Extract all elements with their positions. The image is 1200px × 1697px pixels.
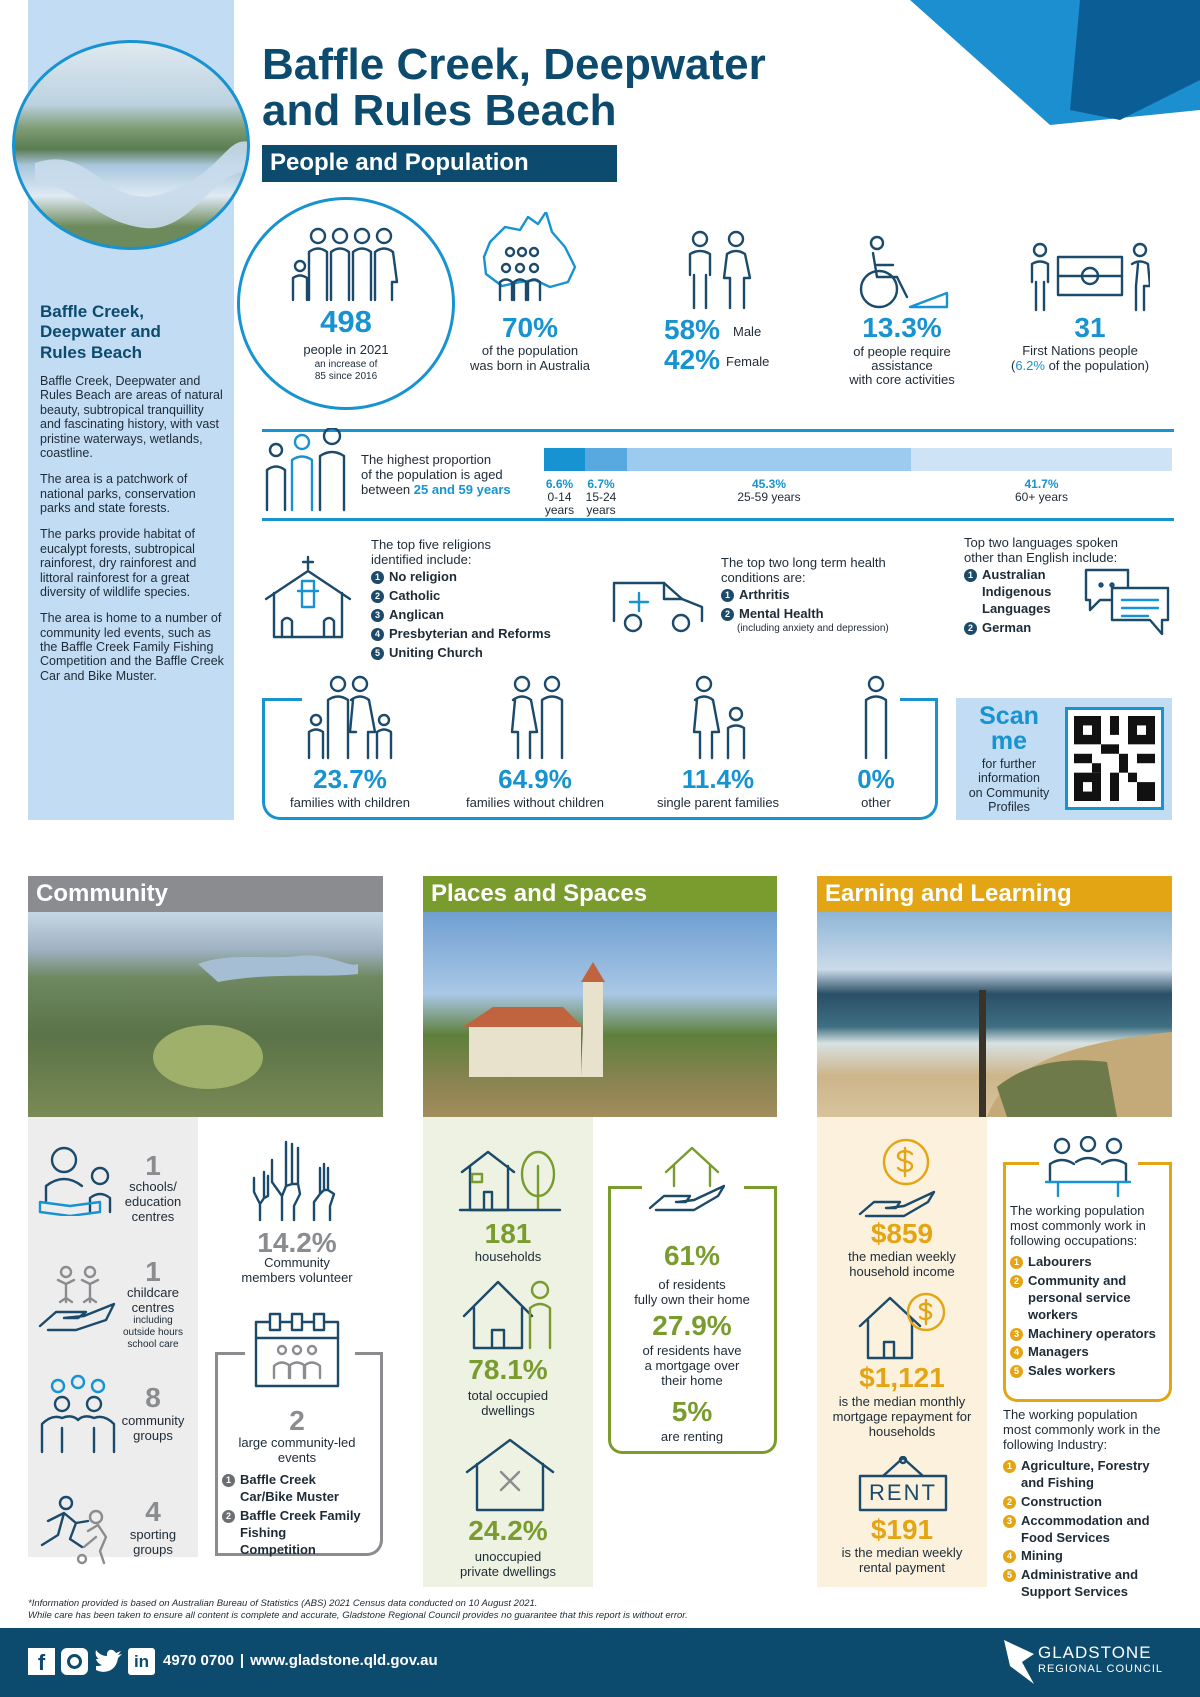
rent-value: $191 — [870, 1514, 934, 1545]
age-band-pct: 45.3% — [751, 477, 787, 491]
schools-line: schools/ — [129, 1179, 177, 1194]
groups-line: groups — [133, 1427, 173, 1443]
church-icon — [262, 555, 354, 640]
paren: ( — [1010, 358, 1016, 373]
male-female-icon — [683, 230, 753, 310]
occupation-item-label: Sales workers — [1028, 1363, 1116, 1379]
speech-bubbles-icon — [1082, 566, 1172, 638]
occupation-item-label: Labourers — [1028, 1254, 1092, 1269]
unoccupied-line: private dwellings — [459, 1563, 557, 1579]
number-bullet: 4 — [1010, 1346, 1023, 1359]
schools-value: 1 — [145, 1150, 161, 1181]
languages-intro — [964, 536, 1118, 566]
paren-tail: of the population) — [1044, 358, 1150, 373]
family-value: 11.4% — [681, 764, 755, 794]
volunteer-line: members volunteer — [241, 1269, 353, 1285]
event-item-label: Baffle Creek Family Fishing Competition — [240, 1507, 361, 1557]
logo-line: GLADSTONE — [1038, 1643, 1152, 1662]
occupied-value: 78.1% — [468, 1354, 548, 1385]
occupation-item — [1010, 1254, 1168, 1271]
first-nations-flag-icon — [1030, 242, 1150, 312]
family-group-icon — [288, 222, 404, 302]
occupied-label — [438, 1389, 578, 1419]
age-text-line: The highest proportion — [361, 452, 492, 467]
languages-intro-line: other than English include: — [964, 549, 1118, 565]
health-item — [721, 606, 824, 623]
event-item — [222, 1508, 362, 1559]
age-bar-segment — [544, 448, 585, 471]
event-item — [222, 1472, 362, 1506]
sidebar-paragraph: The area is home to a number of community led events, such as the Baffle Creek Family Fishing Competition and the Baffle Creek Car and Bike Muster. — [40, 611, 224, 683]
religion-item-label: No religion — [389, 569, 457, 584]
religion-list — [371, 569, 551, 663]
income-line: the median weekly — [848, 1249, 956, 1264]
income-line: household income — [849, 1263, 955, 1279]
footnote-line: *Information provided is based on Australian Bureau of Statistics (ABS) 2021 Census data conducted on 10 August 2021. — [28, 1598, 538, 1609]
sporting-line: sporting — [129, 1527, 177, 1542]
places-header: Places and Spaces — [423, 876, 777, 912]
population-label: people in 2021 — [303, 342, 389, 357]
assist-label: assistance — [871, 358, 933, 373]
title-line: Baffle Creek, Deepwater — [262, 40, 766, 89]
families-frame-top — [900, 698, 938, 701]
occupation-item — [1010, 1273, 1168, 1324]
number-bullet: 3 — [371, 609, 384, 622]
age-band-range: 0-14 — [547, 490, 572, 505]
age-text-pre: between — [361, 481, 414, 497]
sidebar-paragraph: The area is a patchwork of national parks, conservation parks and state forests. — [40, 472, 196, 515]
scan-line: on Community — [968, 785, 1050, 800]
events-value: 2 — [289, 1405, 305, 1436]
number-bullet: 1 — [721, 589, 734, 602]
age-bar — [544, 448, 1172, 471]
health-intro — [721, 556, 886, 586]
religion-intro-line: The top five religions — [371, 537, 491, 552]
instagram-icon[interactable] — [61, 1648, 88, 1675]
corner-decoration — [820, 0, 1200, 130]
house-hand-icon — [648, 1142, 738, 1212]
language-item — [964, 620, 1074, 637]
childcare-line: childcare — [126, 1285, 180, 1300]
industry-item — [1003, 1494, 1172, 1511]
population-sub: an increase of — [314, 359, 378, 370]
australia-map-icon — [480, 212, 585, 302]
occupied-line: total occupied — [467, 1388, 549, 1403]
assist-value: 13.3% — [862, 312, 942, 343]
childcare-label — [113, 1286, 193, 1316]
own-label — [617, 1278, 767, 1308]
events-line: events — [277, 1449, 317, 1465]
twitter-icon[interactable] — [94, 1648, 124, 1675]
industry-item-label: Administrative and Support Services — [1021, 1567, 1139, 1600]
wheelchair-icon — [855, 235, 950, 310]
industry-item — [1003, 1548, 1172, 1565]
volunteer-label — [227, 1256, 367, 1286]
page-title — [262, 42, 766, 134]
industry-item-label: Mining — [1021, 1548, 1063, 1564]
family-stat — [633, 764, 803, 810]
income-label — [827, 1250, 977, 1280]
mortgage-repayment-label — [817, 1395, 987, 1440]
occupations-frame-top — [1138, 1162, 1172, 1165]
industry-list — [1003, 1458, 1172, 1603]
groups-value: 8 — [145, 1382, 161, 1413]
beach-photo — [817, 912, 1172, 1117]
occupation-item — [1010, 1326, 1168, 1343]
occupation-item-label: Managers — [1028, 1344, 1089, 1360]
age-band-pct: 41.7% — [1024, 477, 1059, 491]
sidebar-text — [40, 374, 226, 683]
occupation-item-label: Machinery operators — [1028, 1325, 1156, 1341]
schools-line: education — [124, 1193, 182, 1209]
events-line: large community-led — [238, 1435, 356, 1450]
divider — [262, 429, 1174, 432]
people-age-icon — [262, 428, 352, 512]
groups-label — [113, 1414, 193, 1444]
family-value: 64.9% — [498, 764, 572, 794]
phone-link[interactable]: 4970 0700 — [163, 1652, 234, 1669]
population-value: 498 — [320, 304, 372, 339]
mortgage-repayment-line: households — [868, 1423, 936, 1439]
industry-intro: The working population most commonly work in the following Industry: — [1003, 1407, 1161, 1452]
events-list — [222, 1472, 362, 1560]
own-line: of residents — [658, 1277, 726, 1292]
population-sub: 85 since 2016 — [314, 371, 378, 382]
male-label: Male — [733, 324, 762, 339]
religion-item-label: Anglican — [389, 606, 444, 622]
sports-runner-icon — [38, 1495, 118, 1565]
industry-item — [1003, 1567, 1172, 1601]
family-label: families with children — [290, 795, 410, 810]
childcare-sub-line: outside hours — [122, 1327, 184, 1338]
occupation-item-label: Community and personal service workers — [1028, 1272, 1131, 1322]
health-item — [721, 587, 824, 604]
gladstone-logo-icon — [1000, 1636, 1036, 1688]
age-band-unit: years — [544, 503, 575, 518]
unoccupied-label — [438, 1550, 578, 1580]
religion-item-label: Presbyterian and Reforms — [389, 625, 551, 641]
mortgage-line: their home — [661, 1372, 723, 1388]
religion-item-label: Catholic — [389, 587, 441, 603]
occupations-frame-top — [1003, 1162, 1039, 1165]
website-link[interactable]: www.gladstone.qld.gov.au — [250, 1652, 438, 1669]
assist-label: with core activities — [849, 372, 955, 387]
mortgage-repayment-value: $1,121 — [859, 1362, 945, 1393]
scan-line: information — [978, 771, 1040, 786]
industry-item-label: Accommodation and Food Services — [1021, 1512, 1150, 1545]
religion-item — [371, 626, 551, 643]
places-photo — [423, 912, 777, 1117]
religion-intro — [371, 538, 491, 568]
number-bullet: 4 — [1003, 1550, 1016, 1563]
family-label: single parent families — [656, 795, 780, 810]
family-stat — [791, 764, 961, 810]
workers-meeting-icon — [1044, 1136, 1132, 1198]
childcare-value: 1 — [145, 1256, 161, 1287]
number-bullet: 2 — [1003, 1496, 1016, 1509]
unoccupied-value: 24.2% — [468, 1515, 548, 1546]
occupation-item — [1010, 1344, 1168, 1361]
family-label: families without children — [465, 795, 604, 810]
age-bar-segment — [585, 448, 627, 471]
age-band-label — [911, 478, 1172, 504]
footer-contact — [163, 1652, 438, 1669]
age-band-unit: years — [586, 503, 616, 518]
scan-title-line: Scan — [979, 702, 1039, 730]
first-nations-pct: 6.2% — [1015, 358, 1045, 373]
childcare-line: centres — [131, 1299, 175, 1315]
separator: | — [239, 1652, 245, 1669]
linkedin-icon[interactable]: in — [128, 1648, 155, 1675]
childcare-hand-icon — [38, 1264, 118, 1332]
number-bullet: 1 — [964, 569, 977, 582]
age-labels — [544, 478, 1172, 518]
footnote — [28, 1598, 688, 1622]
ambulance-icon — [611, 575, 706, 633]
family-stat — [450, 764, 620, 810]
occupation-item — [1010, 1363, 1168, 1380]
groups-line: community — [121, 1413, 185, 1428]
community-group-icon — [38, 1374, 118, 1456]
own-line: fully own their home — [634, 1291, 750, 1307]
mortgage-line: a mortgage over — [644, 1357, 740, 1373]
health-item-label: Mental Health — [739, 605, 824, 621]
households-value: 181 — [484, 1218, 532, 1249]
number-bullet: 2 — [222, 1510, 235, 1523]
events-label — [227, 1436, 367, 1466]
age-highlight: 25 and 59 years — [413, 481, 511, 497]
family-value: 23.7% — [313, 764, 387, 794]
scan-text — [958, 757, 1060, 815]
events-frame-top — [215, 1352, 245, 1355]
sidebar-heading: Baffle Creek, Deepwater and Rules Beach — [40, 302, 161, 362]
vacant-house-icon — [465, 1436, 555, 1512]
families-row — [262, 764, 938, 814]
volunteer-line: Community — [264, 1255, 330, 1270]
industry-item-label: Agriculture, Forestry and Fishing — [1021, 1458, 1150, 1490]
divider — [262, 518, 1174, 521]
industry-item — [1003, 1458, 1172, 1492]
scan-title — [968, 704, 1050, 754]
number-bullet: 1 — [1003, 1460, 1016, 1473]
family-with-children-icon — [304, 674, 396, 760]
mortgage-line: of residents have — [642, 1343, 742, 1358]
single-parent-icon — [688, 674, 750, 760]
age-band-range: 25-59 years — [737, 490, 801, 505]
family-stat — [265, 764, 435, 810]
footnote-line: While care has been taken to ensure all content is complete and accurate, Gladstone Regional Council provides no guarantee that this report is without error. — [28, 1609, 688, 1621]
volunteer-value: 14.2% — [257, 1227, 337, 1258]
raised-hands-icon — [252, 1138, 342, 1222]
number-bullet: 5 — [371, 647, 384, 660]
rent-line: is the median weekly — [841, 1545, 963, 1560]
single-person-icon — [858, 674, 894, 760]
mortgage-value: 27.9% — [652, 1310, 732, 1341]
age-text-line: of the population is aged — [361, 466, 503, 482]
families-frame-top — [262, 698, 302, 701]
scan-line: Profiles — [988, 800, 1030, 815]
rent-label — [827, 1546, 977, 1576]
age-bar-segment — [911, 448, 1172, 471]
households-label: households — [474, 1249, 542, 1264]
mortgage-label — [617, 1344, 767, 1389]
occupations-intro: The working population most commonly work in following occupations: — [1010, 1203, 1146, 1248]
number-bullet: 1 — [1010, 1256, 1023, 1269]
number-bullet: 3 — [1003, 1515, 1016, 1528]
instagram-lens — [67, 1654, 82, 1669]
health-intro-line: The top two long term health — [721, 555, 886, 570]
sporting-value: 4 — [145, 1496, 161, 1527]
number-bullet: 1 — [222, 1474, 235, 1487]
sidebar-paragraph: The parks provide habitat of eucalypt forests, subtropical rainforest, dry rainforest and littoral rainforest for a great diversity of wildlife species. — [40, 527, 197, 599]
number-bullet: 4 — [371, 628, 384, 641]
male-value: 58% — [664, 314, 721, 345]
age-band-label — [627, 478, 911, 504]
schools-label — [113, 1180, 193, 1225]
age-text — [361, 453, 511, 498]
unoccupied-line: unoccupied — [474, 1549, 542, 1564]
number-bullet: 5 — [1010, 1365, 1023, 1378]
childcare-sub-line: school care — [127, 1339, 179, 1350]
number-bullet: 2 — [1010, 1275, 1023, 1288]
childcare-sub — [113, 1315, 193, 1351]
born-label: of the population — [481, 343, 579, 358]
age-band-pct: 6.7% — [587, 477, 615, 491]
earning-header: Earning and Learning — [817, 876, 1172, 912]
facebook-icon[interactable]: f — [28, 1648, 55, 1675]
religion-intro-line: identified include: — [371, 551, 472, 567]
family-value: 0% — [857, 764, 895, 794]
schools-line: centres — [131, 1208, 175, 1224]
rent-line: rental payment — [859, 1559, 945, 1575]
ownership-frame-top — [608, 1186, 642, 1189]
renting-value: 5% — [671, 1396, 713, 1427]
income-value: $859 — [870, 1218, 934, 1249]
rent-sign-text: RENT — [869, 1480, 937, 1505]
events-frame-top — [355, 1352, 383, 1355]
first-nations-label: First Nations people — [1022, 343, 1138, 358]
language-item — [964, 567, 1074, 618]
age-bar-segment — [627, 448, 911, 471]
industry-item-label: Construction — [1021, 1493, 1102, 1509]
health-intro-line: conditions are: — [721, 569, 806, 585]
mortgage-repayment-line: is the median monthly — [838, 1394, 966, 1409]
sporting-label — [113, 1528, 193, 1558]
female-value: 42% — [664, 344, 721, 375]
scan-line: for further — [981, 757, 1037, 771]
events-frame-left — [215, 1352, 218, 1556]
money-hand-icon — [858, 1138, 948, 1218]
mortgage-repayment-line: mortgage repayment for — [832, 1408, 972, 1424]
title-line: and Rules Beach — [262, 86, 617, 136]
number-bullet: 2 — [964, 622, 977, 635]
sidebar-paragraph: Baffle Creek, Deepwater and Rules Beach are areas of natural beauty, subtropical tranquillity and fascinating history, with vast pristine waterways, wetlands, coastline. — [40, 374, 223, 460]
health-note: (including anxiety and depression) — [737, 623, 889, 634]
age-band-label — [539, 478, 580, 518]
age-band-range: 15-24 — [585, 490, 617, 505]
house-tree-icon — [458, 1142, 563, 1212]
number-bullet: 2 — [371, 590, 384, 603]
religion-item — [371, 569, 551, 586]
age-band-label — [580, 478, 622, 518]
occupation-list — [1010, 1254, 1168, 1382]
age-band-pct: 6.6% — [545, 477, 574, 491]
religion-item — [371, 588, 551, 605]
religion-item — [371, 645, 551, 662]
born-value: 70% — [501, 312, 559, 343]
ownership-frame-top — [744, 1186, 777, 1189]
religion-item — [371, 607, 551, 624]
own-value: 61% — [663, 1240, 721, 1271]
health-list — [721, 587, 824, 625]
age-text-line-3 — [361, 483, 511, 498]
community-photo — [28, 912, 383, 1117]
industry-item — [1003, 1513, 1172, 1547]
language-list — [964, 567, 1074, 639]
renting-label: are renting — [660, 1429, 724, 1444]
section-banner: People and Population — [262, 145, 617, 182]
community-header: Community — [28, 876, 383, 912]
scan-title-line: me — [990, 727, 1028, 755]
sporting-line: groups — [133, 1541, 173, 1557]
language-item-label: German — [982, 619, 1032, 635]
school-reading-icon — [38, 1146, 118, 1216]
born-label: was born in Australia — [470, 358, 590, 373]
number-bullet: 1 — [371, 571, 384, 584]
logo-line: REGIONAL COUNCIL — [1038, 1662, 1164, 1675]
first-nations-label-2 — [1005, 359, 1155, 374]
age-band-range: 60+ years — [1014, 490, 1069, 505]
house-person-icon — [462, 1276, 562, 1350]
qr-code[interactable] — [1065, 707, 1164, 810]
health-item-label: Arthritis — [739, 587, 790, 602]
number-bullet: 3 — [1010, 1328, 1023, 1341]
calendar-people-icon — [252, 1312, 342, 1390]
language-item-label: Australian Indigenous Languages — [982, 567, 1052, 616]
assist-label: of people require — [853, 344, 951, 359]
event-item-label: Baffle Creek Car/Bike Muster — [240, 1472, 339, 1504]
number-bullet: 2 — [721, 608, 734, 621]
languages-intro-line: Top two languages spoken — [964, 535, 1118, 550]
couple-icon — [506, 674, 570, 760]
number-bullet: 5 — [1003, 1569, 1016, 1582]
first-nations-value: 31 — [1074, 312, 1106, 343]
council-logo-text — [1038, 1644, 1163, 1675]
family-label: other — [861, 795, 891, 810]
religion-item-label: Uniting Church — [389, 644, 483, 660]
river-photo — [12, 40, 250, 250]
childcare-sub-line: including — [133, 1315, 173, 1326]
female-label: Female — [726, 354, 770, 369]
house-dollar-icon — [858, 1290, 948, 1360]
occupied-line: dwellings — [481, 1402, 535, 1418]
